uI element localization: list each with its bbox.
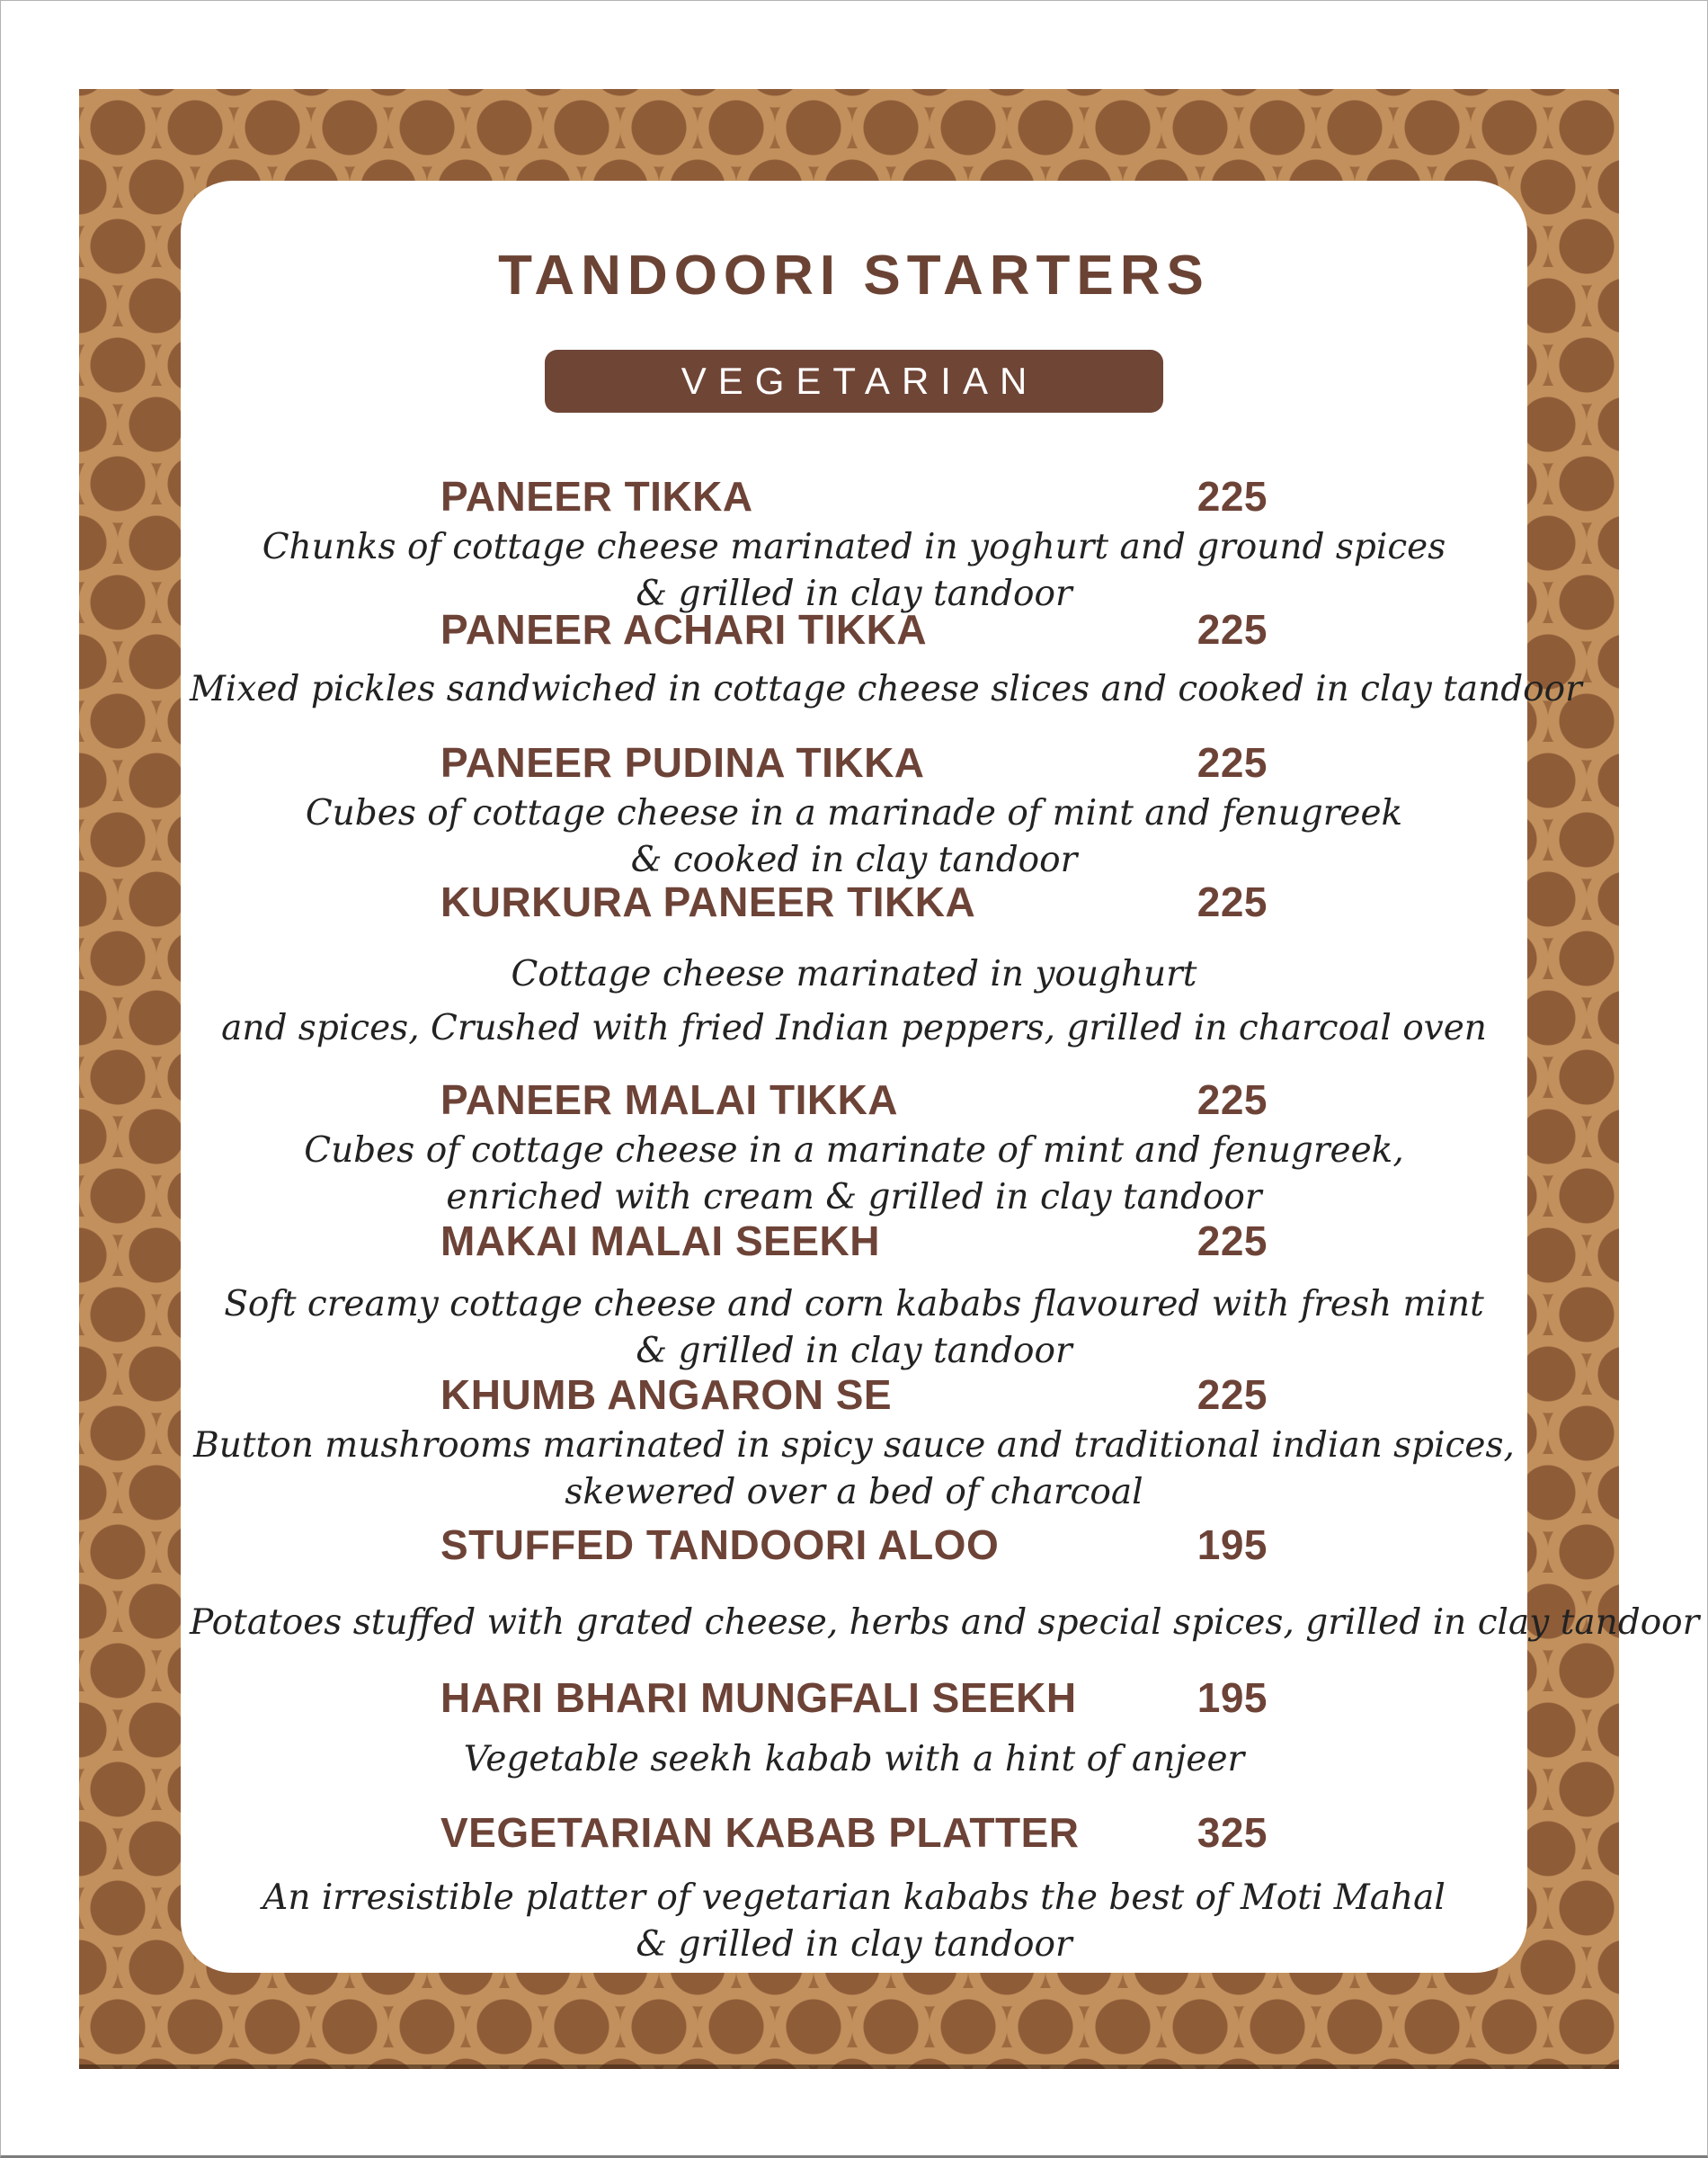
item-description-line: Potatoes stuffed with grated cheese, herbs and special spices, grilled in clay tandoor xyxy=(190,1602,1700,1643)
item-description xyxy=(181,1600,1700,1646)
item-description xyxy=(181,524,1527,618)
menu-item xyxy=(181,1370,1527,1516)
item-description xyxy=(181,1736,1527,1783)
item-row xyxy=(440,472,1268,521)
item-description-line: Chunks of cottage cheese marinated in yoghurt and ground spices xyxy=(262,527,1446,567)
item-name: VEGETARIAN KABAB PLATTER xyxy=(440,1809,1080,1856)
menu-item xyxy=(181,1808,1527,1968)
item-price: 225 xyxy=(1196,1371,1268,1418)
menu-item xyxy=(181,605,1582,713)
item-name: PANEER PUDINA TIKKA xyxy=(440,739,925,786)
item-description-line: Button mushrooms marinated in spicy sauce and traditional indian spices, xyxy=(193,1425,1515,1466)
item-row xyxy=(440,738,1268,787)
item-description xyxy=(181,1875,1527,1968)
item-description-line: Cubes of cottage cheese in a marinade of mint and fenugreek xyxy=(305,793,1403,834)
item-description xyxy=(181,1422,1527,1516)
item-price: 195 xyxy=(1196,1521,1268,1568)
item-description-line: & grilled in clay tandoor xyxy=(636,1924,1072,1965)
menu-item xyxy=(181,738,1527,884)
page-title: TANDOORI STARTERS xyxy=(498,245,1210,307)
item-name: HARI BHARI MUNGFALI SEEKH xyxy=(440,1674,1077,1721)
section-label: VEGETARIAN xyxy=(681,360,1039,402)
item-row xyxy=(440,1217,1268,1265)
item-name: PANEER ACHARI TIKKA xyxy=(440,606,928,653)
item-description-line: An irresistible platter of vegetarian kababs the best of Moti Mahal xyxy=(262,1877,1446,1918)
item-description-line: Vegetable seekh kabab with a hint of anjeer xyxy=(463,1739,1245,1779)
item-description xyxy=(181,1281,1527,1375)
item-name: KHUMB ANGARON SE xyxy=(440,1371,893,1418)
item-description-line: skewered over a bed of charcoal xyxy=(565,1472,1143,1512)
item-price: 225 xyxy=(1196,739,1268,786)
item-row xyxy=(440,1370,1268,1419)
menu-item xyxy=(181,1673,1527,1783)
menu-item xyxy=(181,1520,1700,1646)
item-row xyxy=(440,1673,1268,1722)
item-description-line: and spices, Crushed with fried Indian peppers, grilled in charcoal oven xyxy=(221,1008,1487,1048)
menu-items xyxy=(181,181,1700,1973)
menu-card xyxy=(181,181,1700,1973)
item-description-line: Soft creamy cottage cheese and corn kababs flavoured with fresh mint xyxy=(224,1284,1484,1324)
item-description xyxy=(181,1128,1527,1221)
item-description xyxy=(181,666,1582,713)
item-price: 225 xyxy=(1196,1076,1268,1123)
item-name: STUFFED TANDOORI ALOO xyxy=(440,1521,1000,1568)
item-description-line: & grilled in clay tandoor xyxy=(636,574,1072,614)
item-price: 225 xyxy=(1196,1217,1268,1264)
item-description-line: Cubes of cottage cheese in a marinate of mint and fenugreek, xyxy=(304,1130,1404,1171)
item-name: MAKAI MALAI SEEKH xyxy=(440,1217,880,1264)
item-description-line: enriched with cream & grilled in clay tandoor xyxy=(446,1177,1262,1217)
item-description-line: & grilled in clay tandoor xyxy=(636,1331,1072,1371)
item-row xyxy=(440,1520,1268,1569)
item-price: 225 xyxy=(1196,606,1268,653)
item-name: PANEER TIKKA xyxy=(440,473,753,520)
item-price: 225 xyxy=(1196,878,1268,925)
item-price: 225 xyxy=(1196,473,1268,520)
item-description xyxy=(181,948,1527,1056)
menu-item xyxy=(181,472,1527,618)
item-name: PANEER MALAI TIKKA xyxy=(440,1076,899,1123)
item-name: KURKURA PANEER TIKKA xyxy=(440,878,976,925)
item-row xyxy=(440,1075,1268,1124)
menu-item xyxy=(181,1075,1527,1221)
item-description-line: & cooked in clay tandoor xyxy=(630,840,1078,880)
menu-item xyxy=(181,878,1527,1056)
item-row xyxy=(440,878,1268,926)
item-description-line: Mixed pickles sandwiched in cottage cheese slices and cooked in clay tandoor xyxy=(190,669,1582,709)
menu-item xyxy=(181,1217,1527,1375)
item-description xyxy=(181,790,1527,884)
item-description-line: Cottage cheese marinated in youghurt xyxy=(511,954,1197,994)
item-price: 195 xyxy=(1196,1674,1268,1721)
item-row xyxy=(440,605,1268,654)
item-price: 325 xyxy=(1196,1809,1268,1856)
item-row xyxy=(440,1808,1268,1857)
